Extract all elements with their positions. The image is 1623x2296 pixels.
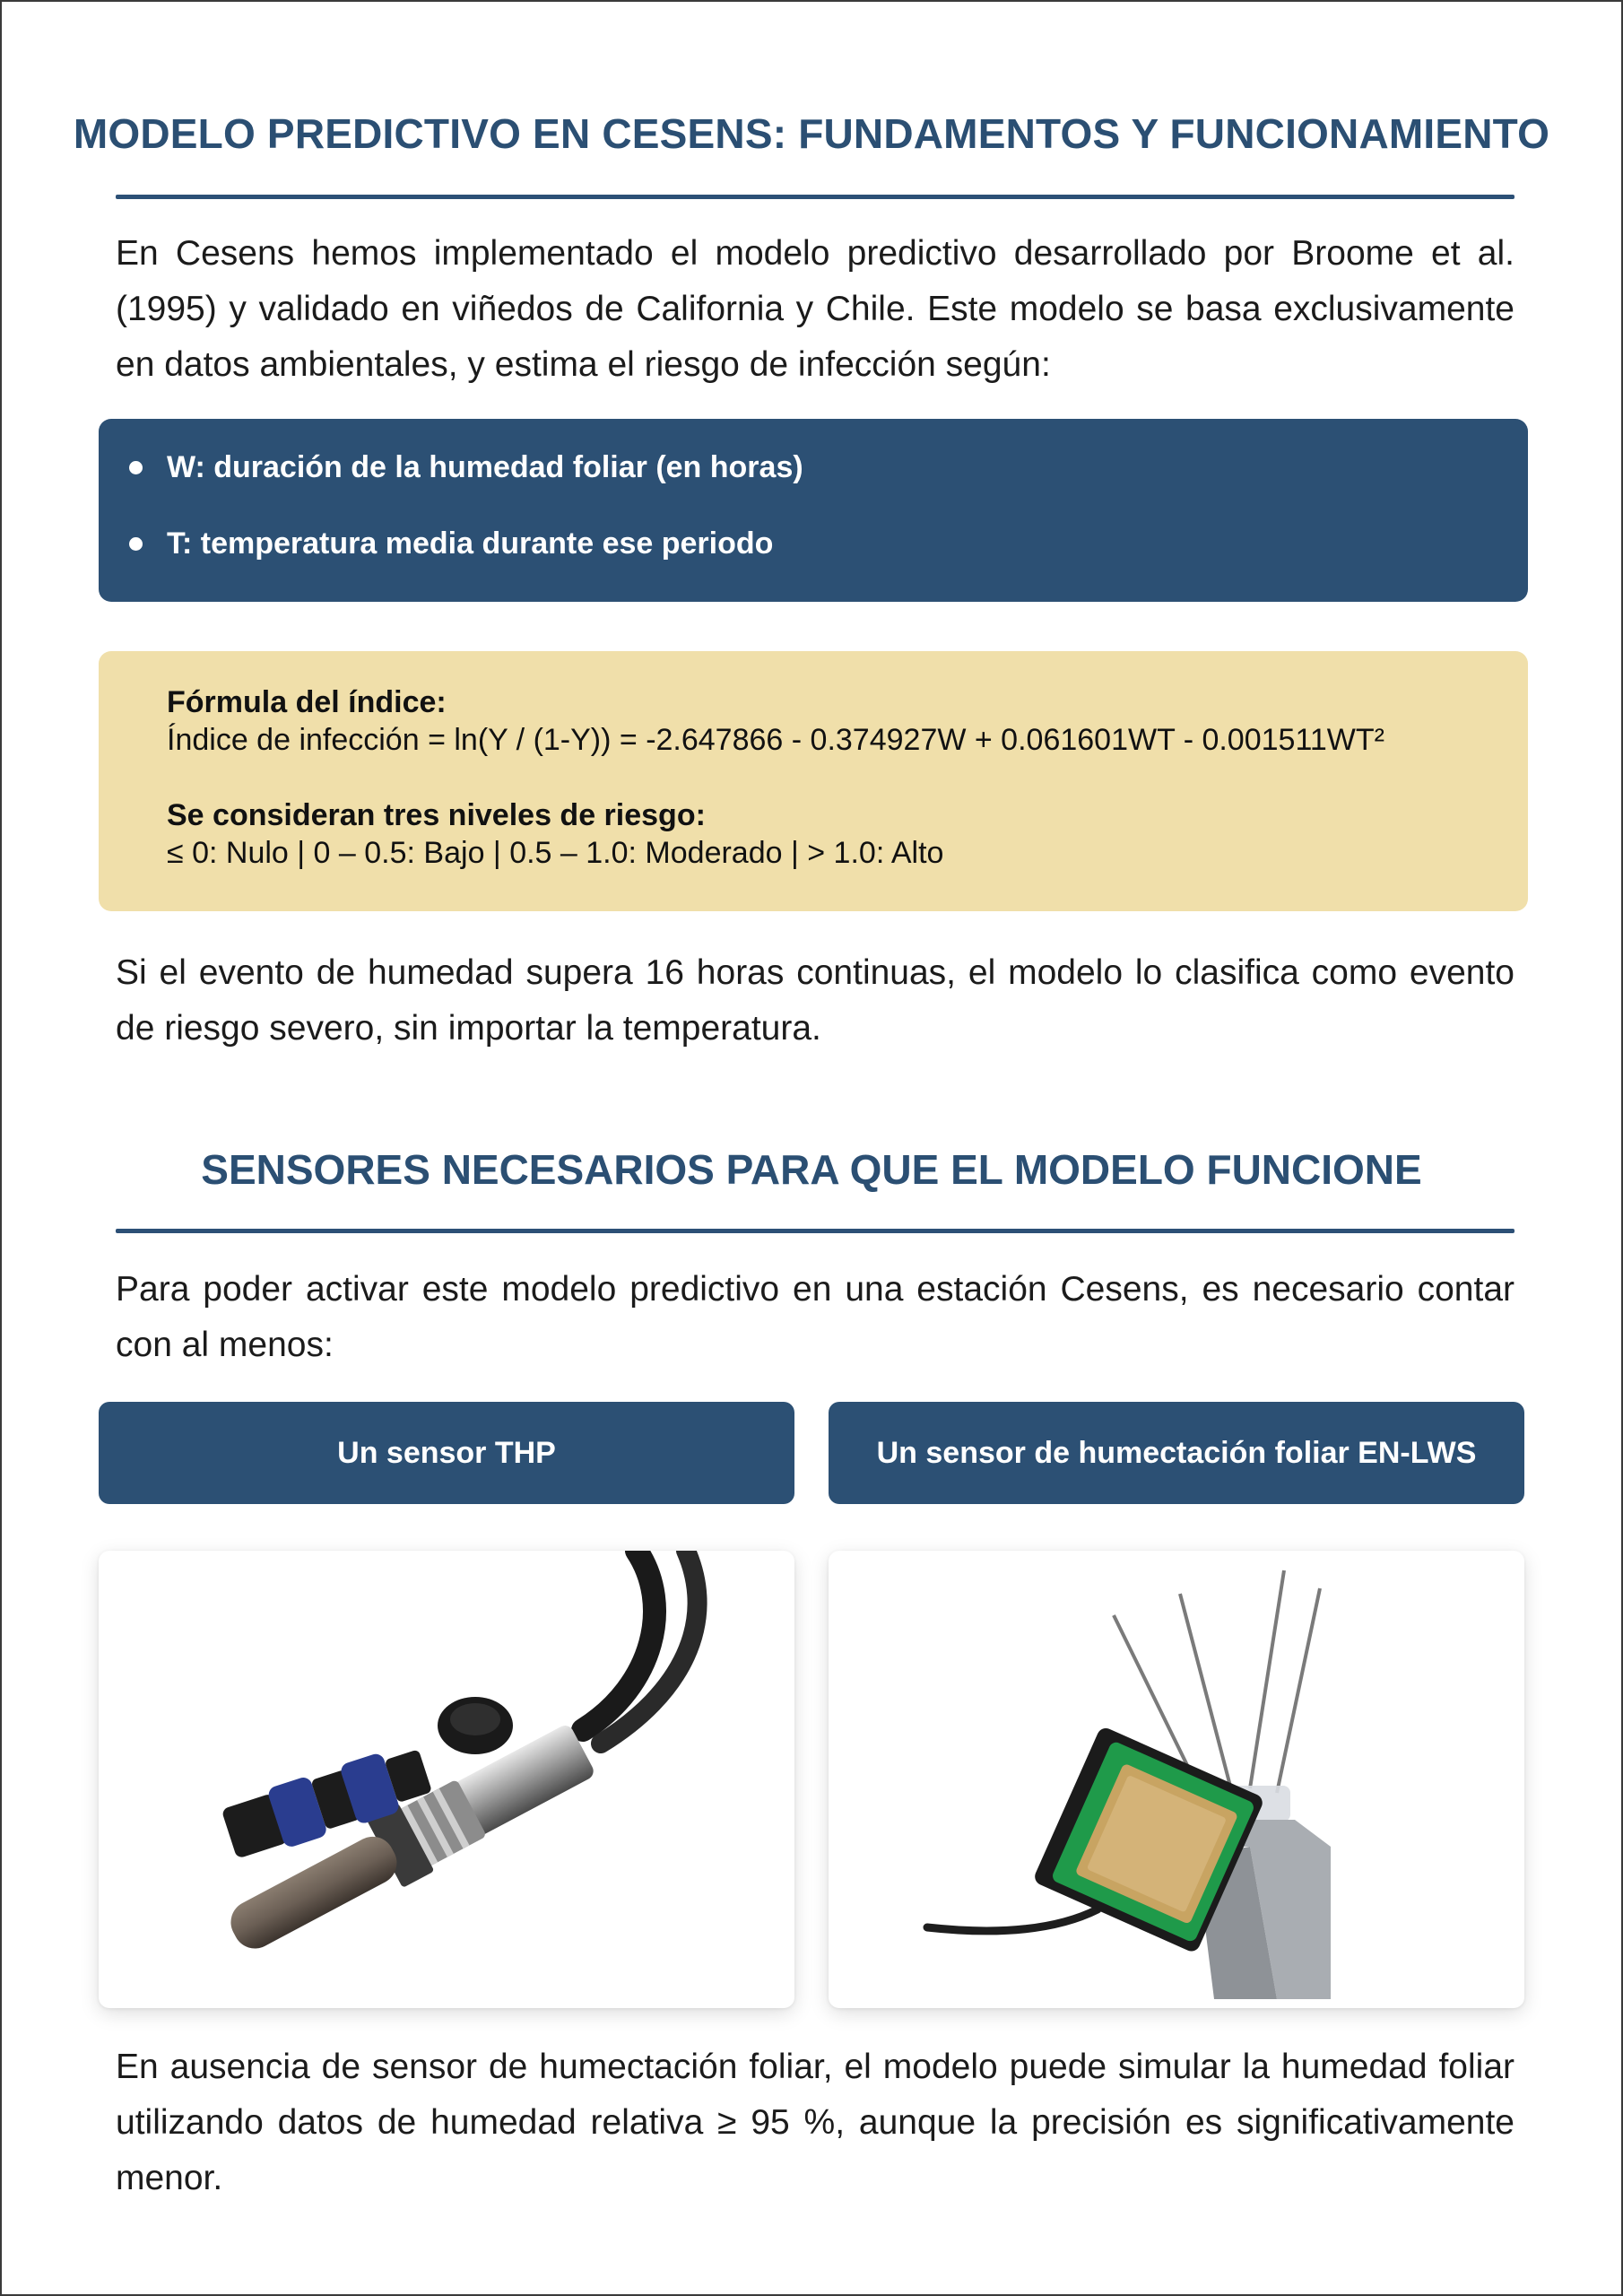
section2-intro: Para poder activar este modelo predictivo en una estación Cesens, es necesario contar con al menos: xyxy=(116,1270,1515,1364)
section2-title: SENSORES NECESARIOS PARA QUE EL MODELO FUNCIONE xyxy=(201,1146,1422,1193)
section1-note: Si el evento de humedad supera 16 horas continuas, el modelo lo clasifica como evento de riesgo severo, sin importar la temperatura. xyxy=(116,953,1515,1048)
variable-t: T: temperatura media durante ese periodo xyxy=(167,526,1528,561)
risk-levels: ≤ 0: Nulo | 0 – 0.5: Bajo | 0.5 – 1.0: Moderado | > 1.0: Alto xyxy=(167,836,944,870)
formula-box xyxy=(99,651,1528,911)
leaf-wetness-sensor-image xyxy=(829,1551,1524,2008)
section1-intro: En Cesens hemos implementado el modelo predictivo desarrollado por Broome et al. (1995) y validado en viñedos de California y Chile. Este modelo se basa exclusivamente en datos ambientales, y estima el riesgo de infección según: xyxy=(116,234,1515,384)
thp-sensor-card xyxy=(99,1551,794,2008)
thp-sensor-image xyxy=(99,1551,794,2008)
section1-title: MODELO PREDICTIVO EN CESENS: FUNDAMENTOS Y FUNCIONAMIENTO xyxy=(73,110,1550,157)
sensor-lws-label: Un sensor de humectación foliar EN-LWS xyxy=(829,1402,1524,1504)
sensor-thp-label: Un sensor THP xyxy=(99,1402,794,1504)
variable-w: W: duración de la humedad foliar (en horas) xyxy=(167,449,1528,485)
formula-label: Fórmula del índice: xyxy=(167,685,447,719)
variables-panel xyxy=(99,419,1528,602)
risk-levels-label: Se consideran tres niveles de riesgo: xyxy=(167,798,706,832)
section2-footer: En ausencia de sensor de humectación foliar, el modelo puede simular la humedad foliar utilizando datos de humedad relativa ≥ 95 %, aunque la precisión es significativamente menor. xyxy=(116,2048,1515,2197)
lws-sensor-card xyxy=(829,1551,1524,2008)
formula-expression: Índice de infección = ln(Y / (1-Y)) = -2.647866 - 0.374927W + 0.061601WT - 0.001511WT² xyxy=(167,723,1384,757)
section1-divider xyxy=(116,195,1515,199)
section2-divider xyxy=(116,1229,1515,1233)
